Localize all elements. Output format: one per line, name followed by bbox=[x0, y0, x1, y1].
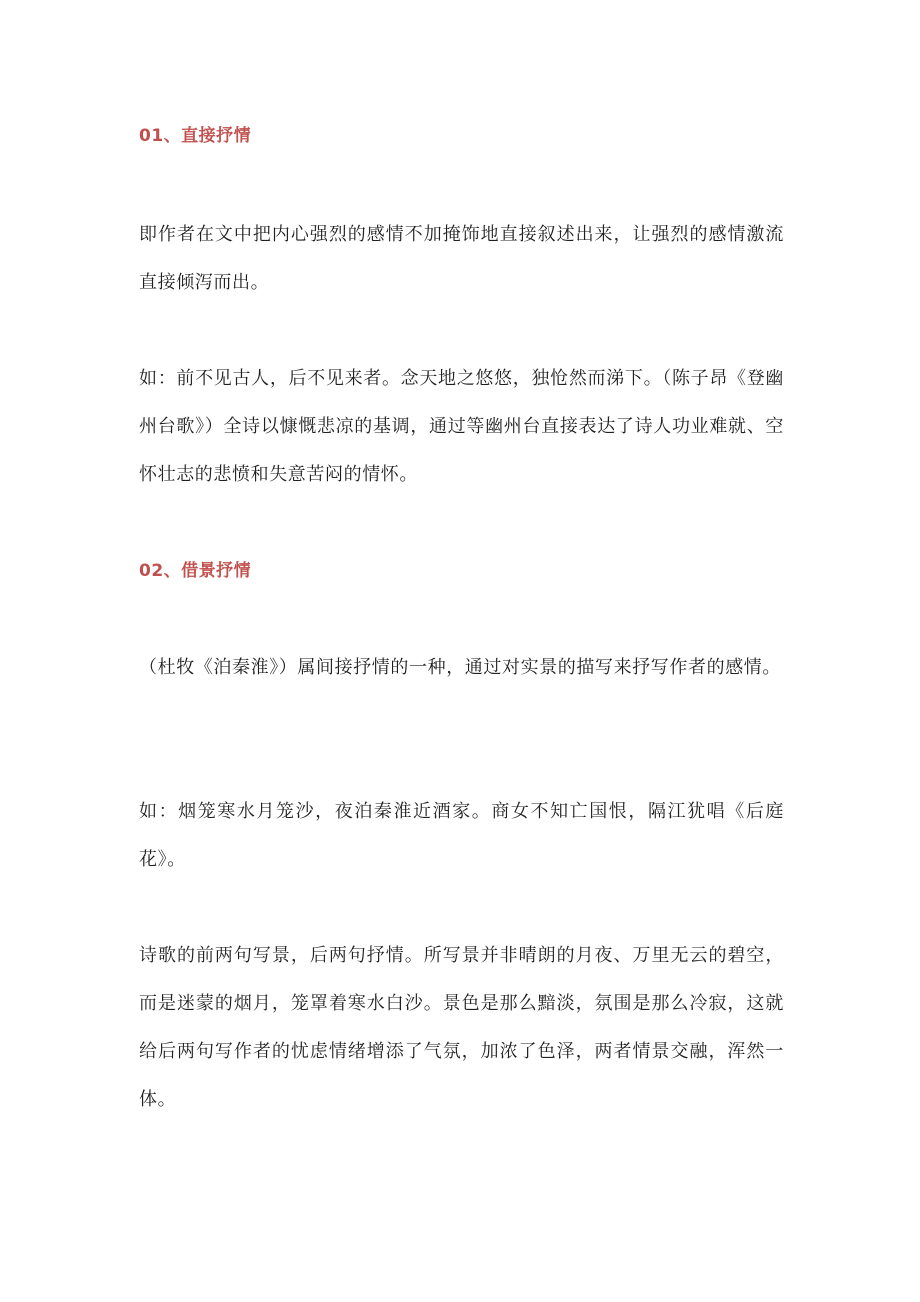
paragraph-analysis-scenery: 诗歌的前两句写景，后两句抒情。所写景并非晴朗的月夜、万里无云的碧空，而是迷蒙的烟月，笼罩着寒水白沙。景色是那么黯淡，氛围是那么冷寂，这就给后两句写作者的忧虑情绪增添了气氛，加浓了色泽，两者情景交融，浑然一体。 bbox=[139, 945, 784, 1110]
paragraph-definition-direct: 即作者在文中把内心强烈的感情不加掩饰地直接叙述出来，让强烈的感情激流直接倾泻而出。 bbox=[139, 224, 784, 293]
paragraph-example-scenery: 如：烟笼寒水月笼沙，夜泊秦淮近酒家。商女不知亡国恨，隔江犹唱《后庭花》。 bbox=[139, 801, 784, 870]
paragraph-definition-scenery: （杜牧《泊秦淮》）属间接抒情的一种，通过对实景的描写来抒写作者的感情。 bbox=[139, 657, 781, 678]
paragraph-example-direct: 如：前不见古人，后不见来者。念天地之悠悠，独怆然而涕下。（陈子昂《登幽州台歌》）全诗以慷慨悲凉的基调，通过等幽州台直接表达了诗人功业难就、空怀壮志的悲愤和失意苦闷的情怀。 bbox=[139, 368, 784, 485]
section-heading-direct-lyric: 01、直接抒情 bbox=[139, 126, 252, 146]
section-heading-scenery-lyric: 02、借景抒情 bbox=[139, 561, 252, 581]
